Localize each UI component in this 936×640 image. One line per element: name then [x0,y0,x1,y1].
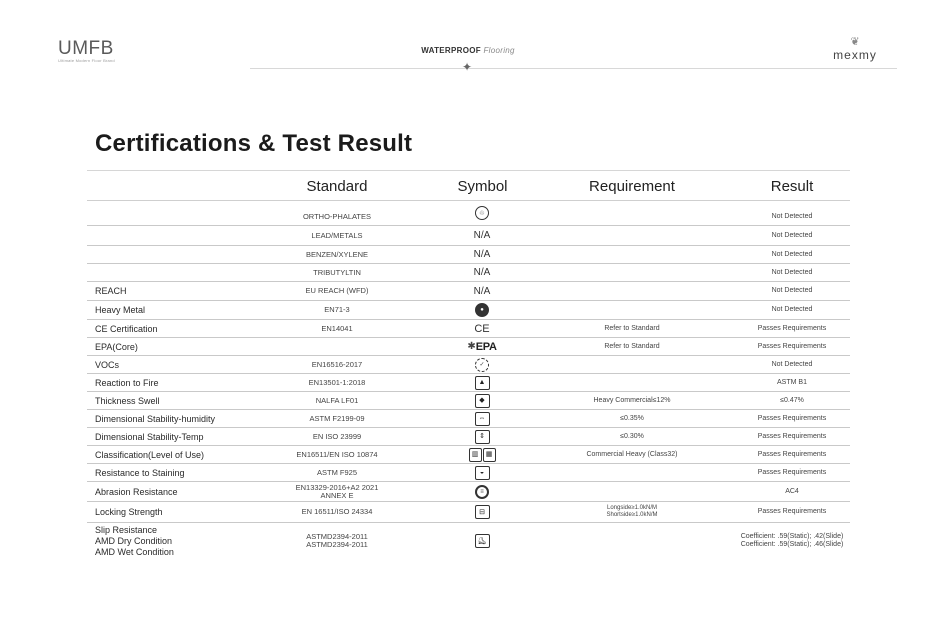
row-standard: EN71-3 [324,305,350,314]
row-item: CE Certification [95,323,158,334]
row-result: Not Detected [771,231,813,239]
row-requirement [557,264,707,281]
row-item: Classification(Level of Use) [95,449,205,460]
row-symbol [457,482,507,501]
table-row [87,446,850,464]
row-requirement [557,374,707,391]
row-symbol [457,392,507,409]
row-result: Passes Requirements [757,432,827,440]
column-header-result: Result [770,178,814,195]
row-standard: ASTM F2199-09 [309,413,365,423]
row-requirement [557,301,707,319]
row-requirement [557,482,707,501]
header-caption-light: Flooring [483,46,515,55]
table-row [87,246,850,264]
row-requirement: Refer to Standard [604,342,660,350]
row-result: Not Detected [771,213,813,220]
table-row [87,523,850,559]
row-standard: EN14041 [321,323,353,333]
row-symbol [457,410,507,427]
row-requirement [557,356,707,373]
row-result: Passes Requirements [757,414,827,422]
row-symbol: N/A [473,230,491,241]
phthalate-free-icon: ♲ [475,206,489,220]
row-item: Heavy Metal [95,305,146,315]
row-standard: EU REACH (WFD) [305,286,369,295]
row-item: Reaction to Fire [95,377,159,388]
column-header-symbol: Symbol [457,178,508,195]
abrasion-icon: ≡ [475,485,489,499]
column-header-standard: Standard [306,178,368,195]
sparkle-icon: ✦ [462,60,473,74]
row-standard: EN16516-2017 [311,359,363,369]
row-requirement-line2: Shortside≥1.0kN/M [606,512,658,518]
row-requirement: Refer to Standard [604,324,660,332]
table-row [87,502,850,523]
row-standard: ORTHO-PHALATES [302,212,372,221]
row-result: ≤0.47% [780,396,804,404]
row-item-line2: AMD Dry Condition [95,535,173,546]
table-row [87,374,850,392]
row-symbol: N/A [473,249,491,260]
row-item: Resistance to Staining [95,467,185,478]
row-standard-line2: ASTMD2394-2011 [306,540,368,549]
table-row [87,226,850,246]
column-header-requirement: Requirement [589,178,675,195]
table-row [87,482,850,502]
locking-icon: ⊟ [475,505,490,519]
table-row [87,264,850,282]
ce-mark-icon: CE [474,322,490,335]
row-result: Passes Requirements [757,468,827,476]
row-requirement-line1: Longside≥1.0kN/M [607,505,657,511]
floorscore-icon: ✓ [475,358,489,372]
row-result: Not Detected [771,360,813,368]
umfb-logo-tagline: Ultimate Modern Floor Brand [58,58,115,63]
row-result-line1: Coefficient: .59(Static); .42(Slide) [740,533,844,540]
row-item-line1: Slip Resistance [95,524,158,535]
row-standard: NALFA LF01 [315,395,359,405]
row-result: Passes Requirements [757,508,827,515]
temperature-stability-icon: ⇕ [475,430,490,444]
row-requirement: ≤0.35% [620,414,644,422]
table-row [87,410,850,428]
row-result: ASTM B1 [777,378,807,386]
table-row [87,356,850,374]
row-result-line2: Coefficient: .59(Static); .46(Slide) [740,541,844,548]
row-symbol: N/A [473,285,491,297]
table-row [87,201,850,226]
row-requirement [557,282,707,300]
page-title: Certifications & Test Result [95,130,413,157]
table-row [87,428,850,446]
row-standard: EN 16511/ISO 24334 [301,507,373,516]
row-standard: LEAD/METALS [311,230,363,240]
row-requirement [557,523,707,559]
row-result: Passes Requirements [757,450,827,458]
row-item: Abrasion Resistance [95,486,178,497]
row-symbol: N/A [473,267,491,278]
row-standard-line1: EN13329-2016+A2 2021 [295,482,379,492]
row-result: Not Detected [771,306,813,313]
mexmy-logo-text: mexmy [833,48,877,62]
row-symbol [457,301,507,319]
humidity-stability-icon: ⇔ [475,412,490,426]
table-row [87,282,850,301]
row-item: Locking Strength [95,507,163,517]
row-standard: EN13501-1:2018 [308,377,366,387]
heavy-metal-icon: ● [475,303,489,317]
row-item: VOCs [95,359,120,370]
row-symbol [457,523,507,559]
mexmy-logo [820,36,890,62]
row-item: REACH [95,286,127,296]
row-result: Not Detected [771,287,813,294]
stain-resistance-icon: ◒ [475,466,490,480]
row-symbol [457,338,507,355]
epa-logo-icon: ✱ [467,341,476,352]
row-result: Not Detected [771,250,813,258]
row-standard: ASTM F925 [316,467,357,477]
table-header [0,178,936,200]
row-standard: EN16511/EN ISO 10874 [296,449,378,459]
umfb-logo-text: UMFB [58,38,114,59]
row-standard [257,482,417,501]
row-result: AC4 [785,487,799,495]
row-requirement [557,201,707,225]
row-symbol [457,502,507,522]
row-symbol [457,356,507,373]
row-requirement [557,502,707,522]
fire-icon: ▲ [475,376,490,390]
header-caption [0,46,936,55]
table-row [87,320,850,338]
header-caption-bold: WATERPROOF [421,46,481,55]
row-requirement: Heavy Commercial≤12% [593,396,671,404]
row-standard: EN ISO 23999 [312,431,362,441]
row-standard-line2: ANNEX E [320,490,354,500]
row-standard [257,523,417,559]
row-standard: TRIBUTYLTIN [313,267,361,277]
row-symbol [457,374,507,391]
row-requirement [557,226,707,245]
row-result [727,523,857,559]
row-standard: BENZEN/XYLENE [305,249,369,259]
tree-icon: ❦ [850,36,860,48]
commercial-class-icon: ▦ [483,448,496,462]
row-requirement [557,464,707,481]
slip-resistance-icon: ⛸ [475,534,490,548]
row-symbol [457,446,507,463]
row-symbol [457,464,507,481]
row-requirement [557,246,707,263]
table-row [87,301,850,320]
table-row [87,392,850,410]
row-result: Not Detected [771,268,813,276]
table-row [87,464,850,482]
building-class-icon: ▥ [469,448,482,462]
row-item: Dimensional Stability-Temp [95,431,204,442]
row-item: Dimensional Stability-humidity [95,413,216,424]
row-item: EPA(Core) [95,341,138,352]
row-item-line3: AMD Wet Condition [95,546,174,557]
row-requirement: ≤0.30% [620,432,644,440]
header-divider [250,68,897,69]
water-drop-icon: ◆ [475,394,490,408]
row-result: Passes Requirements [757,342,827,350]
row-symbol [457,428,507,445]
row-standard-line1: ASTMD2394-2011 [306,532,368,541]
row-item: Thickness Swell [95,395,160,406]
row-requirement: Commercial Heavy (Class32) [586,450,678,458]
table-row [87,338,850,356]
epa-logo-text: EPA [475,340,497,353]
row-symbol [457,201,507,225]
title-divider [87,170,850,171]
row-standard [257,338,417,355]
row-result: Passes Requirements [757,324,827,332]
